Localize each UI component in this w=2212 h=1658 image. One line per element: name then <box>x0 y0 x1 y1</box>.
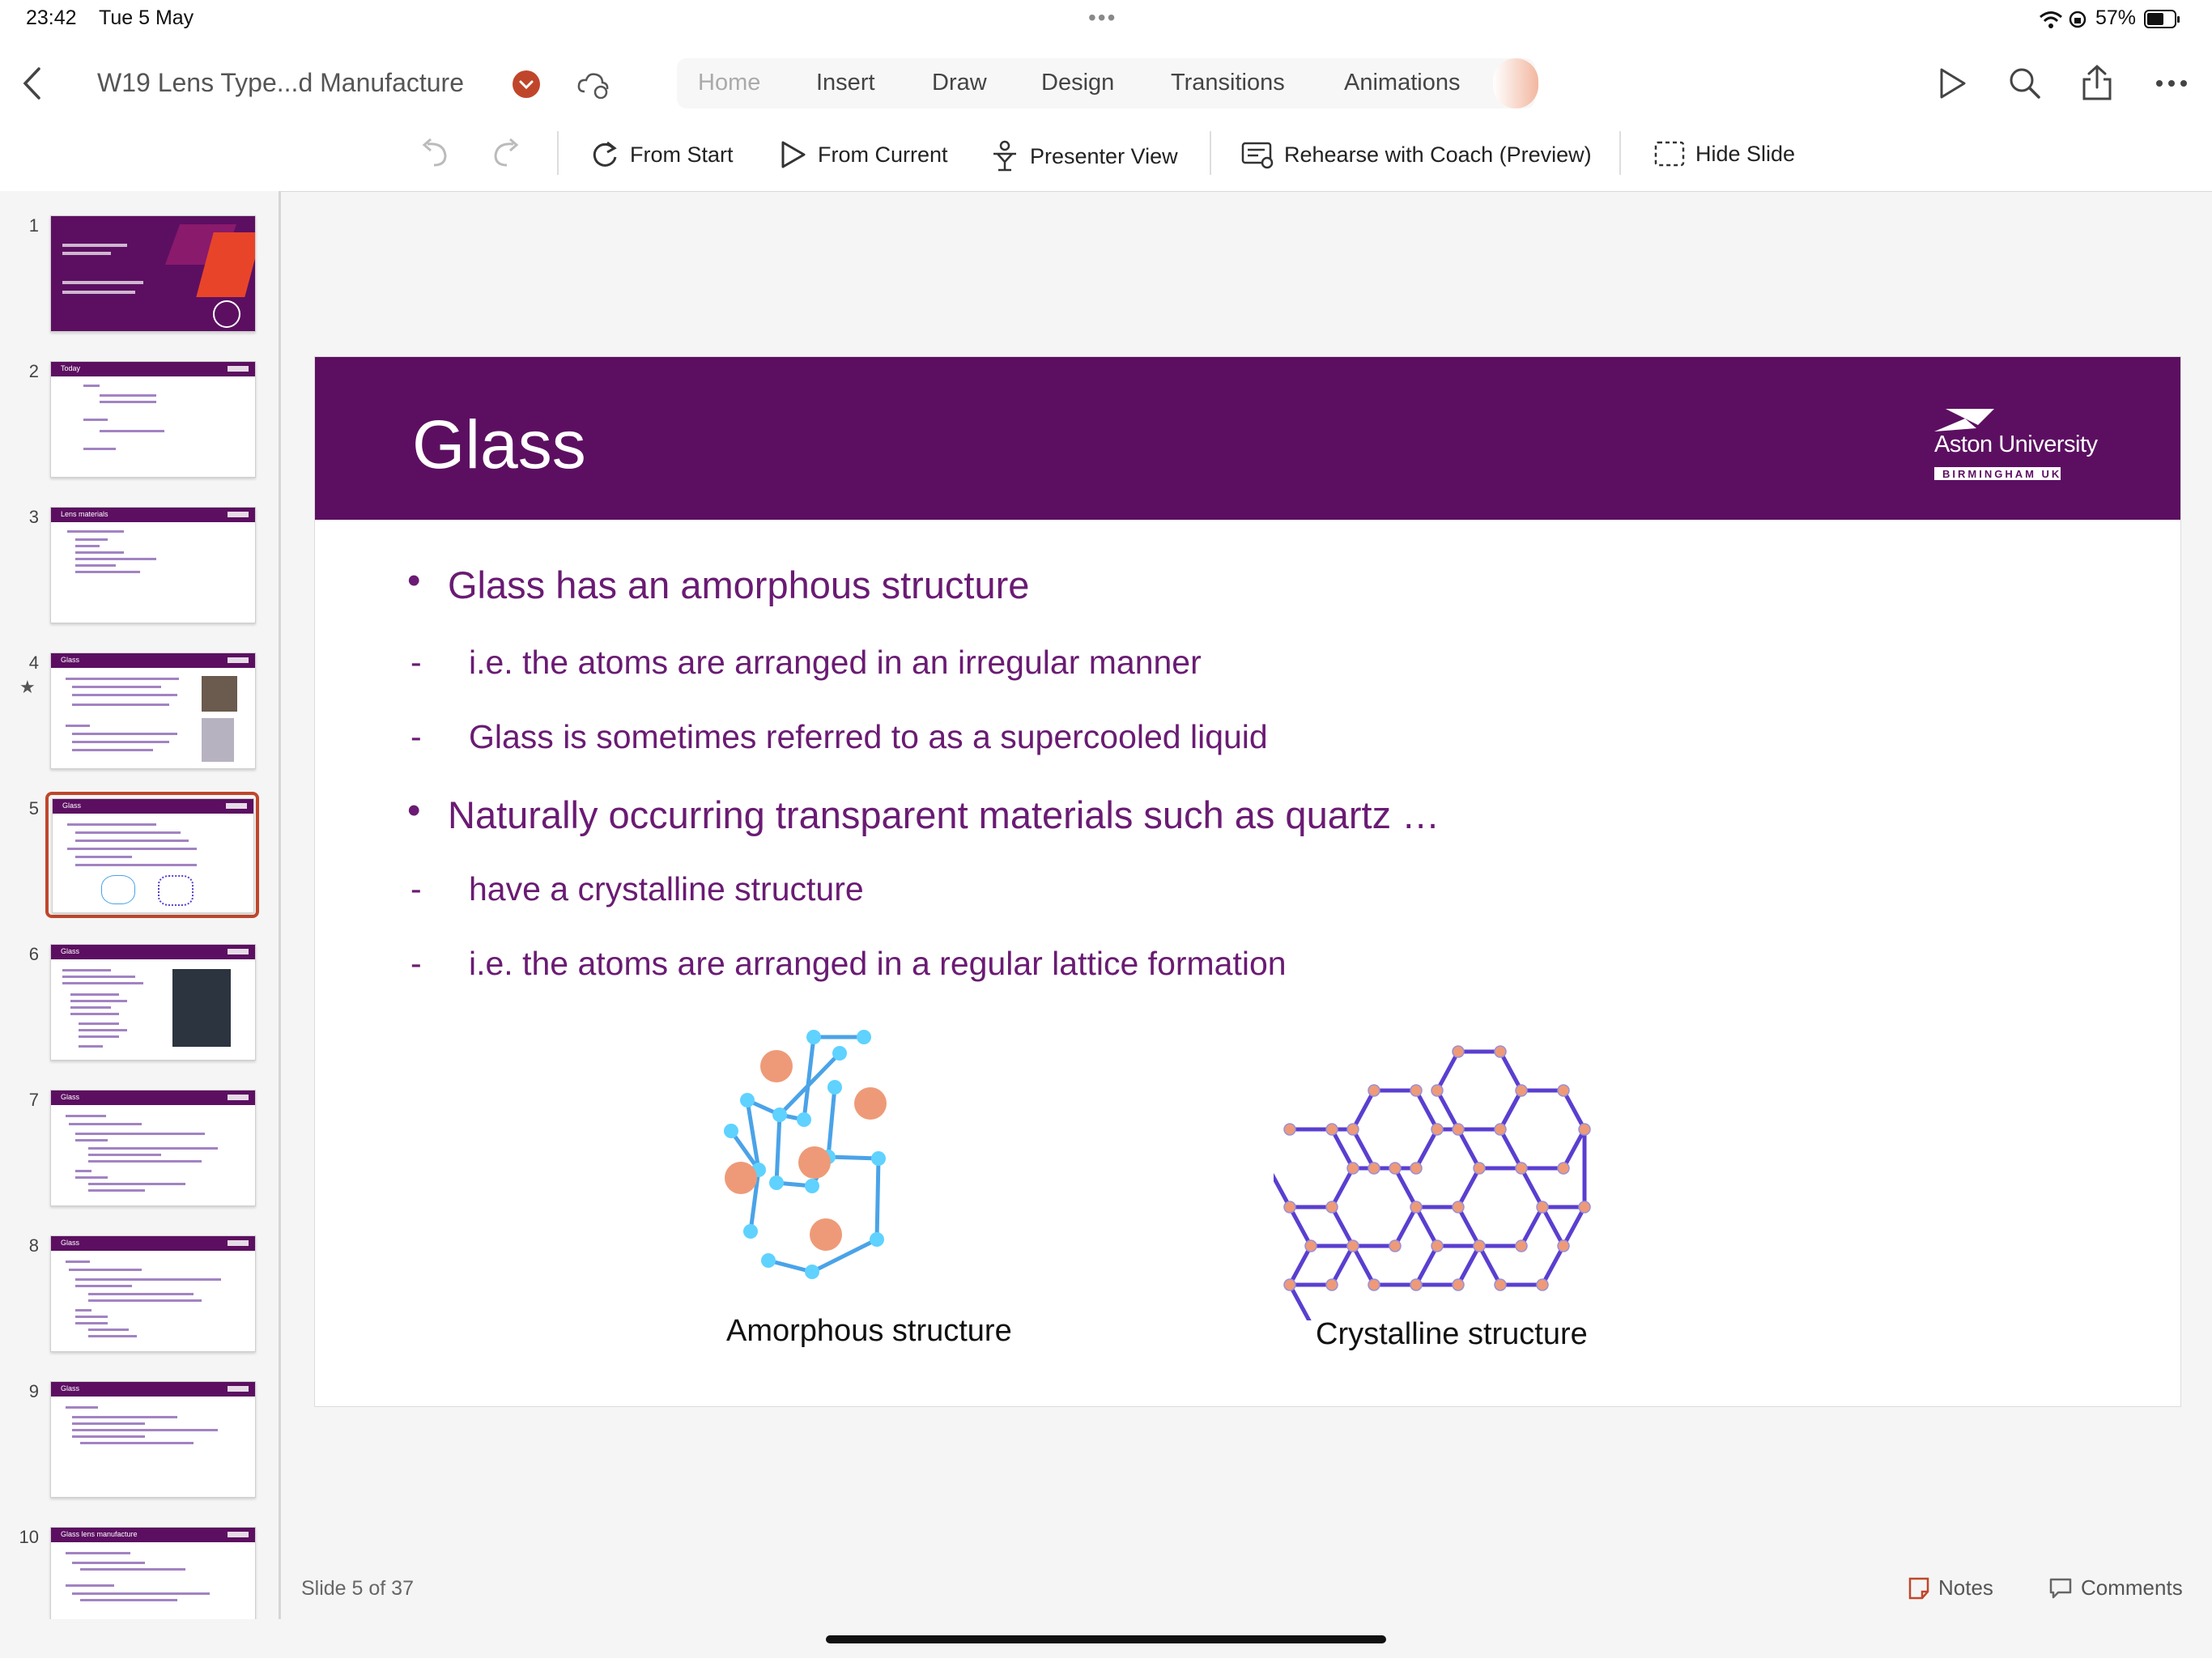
bullet-marker: • <box>407 559 421 602</box>
thumbnail-text-line <box>62 291 135 294</box>
from-start-label: From Start <box>630 142 734 167</box>
thumbnail-number: 8 <box>28 1235 39 1256</box>
thumbnail-title: Glass <box>61 1093 80 1101</box>
bullet-marker: - <box>410 718 422 755</box>
from-start-button[interactable] <box>589 139 734 170</box>
thumbnail-title: Lens materials <box>61 510 108 518</box>
crystalline-structure-label: Crystalline structure <box>1316 1317 1588 1351</box>
thumbnail-text-line <box>62 281 143 284</box>
slide-thumbnail-5[interactable] <box>52 798 254 913</box>
presenter-view-button[interactable] <box>989 139 1178 173</box>
undo-icon[interactable] <box>418 136 452 168</box>
document-title[interactable]: W19 Lens Type...d Manufacture <box>97 68 464 97</box>
university-logo-sub: BIRMINGHAM UK <box>1942 468 2062 480</box>
thumbnail-number: 6 <box>28 944 39 964</box>
tab-animations[interactable]: Animations <box>1344 70 1461 96</box>
comments-icon <box>2048 1576 2073 1601</box>
slide-thumbnail-8[interactable] <box>50 1235 256 1352</box>
cloud-sync-icon[interactable] <box>576 70 610 99</box>
play-outline-icon <box>779 139 808 170</box>
amorphous-structure-diagram[interactable] <box>720 1029 995 1304</box>
bullet-text[interactable]: i.e. the atoms are arranged in an irregular manner <box>469 644 1202 681</box>
search-icon[interactable] <box>2008 66 2042 100</box>
slide-thumbnail-10[interactable] <box>50 1527 256 1619</box>
notes-icon <box>1908 1576 1930 1601</box>
tab-home[interactable]: Home <box>698 70 761 96</box>
home-indicator[interactable] <box>826 1635 1386 1643</box>
restart-icon <box>589 139 620 170</box>
slide-thumbnail-7[interactable] <box>50 1090 256 1206</box>
bullet-text[interactable]: i.e. the atoms are arranged in a regular lattice formation <box>469 945 1287 982</box>
bullet-marker: - <box>410 644 422 681</box>
tab-draw[interactable]: Draw <box>932 70 987 96</box>
thumbnail-number: 1 <box>28 215 39 236</box>
slide-thumbnail-9[interactable] <box>50 1381 256 1498</box>
slide-thumbnail-pane[interactable] <box>0 191 281 1619</box>
slide-counter: Slide 5 of 37 <box>301 1577 414 1600</box>
crystalline-structure-diagram[interactable] <box>1274 1045 1614 1320</box>
from-current-label: From Current <box>818 142 948 167</box>
thumbnail-number: 2 <box>28 361 39 381</box>
slide-thumbnail-3[interactable] <box>50 507 256 623</box>
notes-label: Notes <box>1938 1575 1993 1600</box>
amorphous-structure-label: Amorphous structure <box>726 1314 1012 1348</box>
rehearse-coach-label: Rehearse with Coach (Preview) <box>1284 142 1592 167</box>
thumbnail-number: 4 <box>28 653 39 673</box>
ribbon-divider <box>1210 131 1211 175</box>
thumbnail-title: Today <box>61 364 81 372</box>
slide-title[interactable]: Glass <box>412 406 586 483</box>
tab-design[interactable]: Design <box>1041 70 1115 96</box>
slide-canvas[interactable] <box>314 356 2181 1407</box>
bullet-text[interactable]: have a crystalline structure <box>469 870 864 908</box>
thumbnail-text-line <box>62 244 127 247</box>
thumbnail-number: 10 <box>19 1527 39 1547</box>
thumbnail-title: Glass <box>61 1239 80 1247</box>
play-icon[interactable] <box>1937 66 1969 100</box>
orientation-lock-icon <box>2068 10 2087 29</box>
ribbon-divider <box>1619 131 1621 175</box>
thumbnail-diagram <box>101 875 135 904</box>
bullet-marker: - <box>410 870 422 908</box>
bullet-marker: - <box>410 945 422 982</box>
notes-button[interactable] <box>1908 1575 1993 1601</box>
bullet-marker: • <box>407 789 421 831</box>
thumbnail-text-line <box>62 252 111 255</box>
redo-icon[interactable] <box>489 136 523 168</box>
battery-percent: 57% <box>2095 6 2137 29</box>
ribbon-divider <box>557 131 559 175</box>
hide-slide-button[interactable] <box>1653 139 1795 168</box>
thumbnail-photo <box>172 969 231 1047</box>
more-icon[interactable] <box>2155 79 2188 87</box>
slide-thumbnail-6[interactable] <box>50 944 256 1061</box>
multitask-dots-icon[interactable]: ••• <box>1088 5 1117 30</box>
thumbnail-title: Glass lens manufacture <box>61 1530 138 1538</box>
status-time: 23:42 <box>26 6 77 29</box>
tab-slideshow-partial[interactable] <box>1493 58 1538 108</box>
bullet-text[interactable]: Glass is sometimes referred to as a supercooled liquid <box>469 718 1268 755</box>
hide-slide-label: Hide Slide <box>1695 141 1796 166</box>
animation-star-icon: ★ <box>19 677 36 697</box>
thumbnail-number: 3 <box>28 507 39 527</box>
thumbnail-title: Glass <box>62 801 82 810</box>
back-icon[interactable] <box>21 66 44 100</box>
thumbnail-diagram <box>158 875 194 906</box>
rehearse-coach-button[interactable] <box>1240 139 1592 170</box>
saved-check-icon[interactable] <box>512 70 541 99</box>
status-date: Tue 5 May <box>99 6 194 29</box>
presenter-view-label: Presenter View <box>1030 143 1178 168</box>
share-icon[interactable] <box>2081 63 2113 102</box>
thumbnail-title: Glass <box>61 1384 80 1392</box>
hide-slide-icon <box>1653 139 1686 168</box>
coach-icon <box>1240 139 1274 170</box>
presenter-icon <box>989 139 1020 173</box>
thumbnail-number: 5 <box>28 798 39 818</box>
status-bar <box>0 0 2212 40</box>
comments-button[interactable] <box>2048 1575 2183 1601</box>
thumbnail-number: 7 <box>28 1090 39 1110</box>
university-logo-name: Aston University <box>1934 432 2098 457</box>
from-current-button[interactable] <box>779 139 948 170</box>
comments-label: Comments <box>2081 1575 2183 1600</box>
slide-thumbnail-4[interactable] <box>50 653 256 769</box>
thumbnail-title: Glass <box>61 656 80 664</box>
battery-icon <box>2144 9 2181 30</box>
thumbnail-photo <box>202 718 234 762</box>
thumbnail-photo <box>202 676 237 712</box>
slide-thumbnail-1[interactable] <box>50 215 256 332</box>
slide-thumbnail-2[interactable] <box>50 361 256 478</box>
thumbnail-seal-icon <box>213 300 240 328</box>
slide-header-band <box>315 357 2180 520</box>
thumbnail-number: 9 <box>28 1381 39 1401</box>
tab-transitions[interactable]: Transitions <box>1171 70 1285 96</box>
thumbnail-title: Glass <box>61 947 80 955</box>
home-indicator-area <box>0 1619 2212 1658</box>
bullet-text[interactable]: Glass has an amorphous structure <box>448 563 1030 606</box>
bullet-text[interactable]: Naturally occurring transparent materials such as quartz … <box>448 793 1440 836</box>
tab-insert[interactable]: Insert <box>816 70 875 96</box>
wifi-icon <box>2039 10 2063 29</box>
